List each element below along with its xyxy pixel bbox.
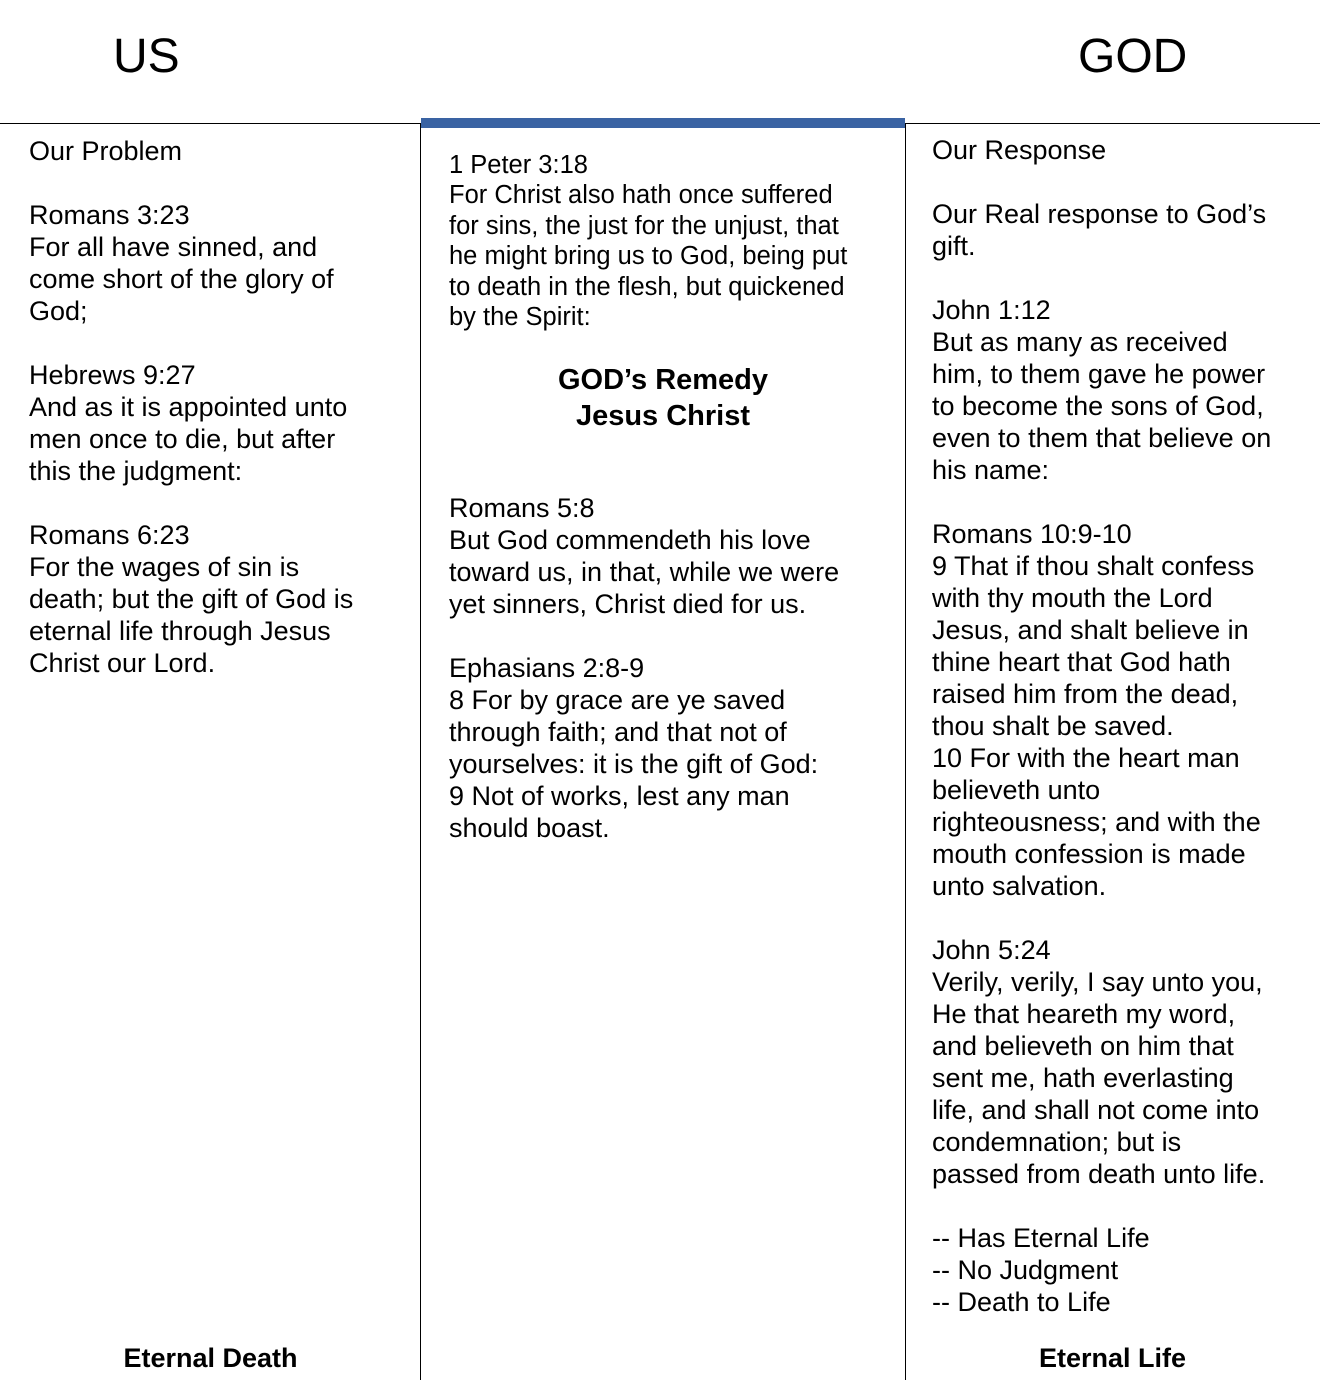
text-line: 9 Not of works, lest any man — [449, 781, 790, 812]
text-line: life, and shall not come into — [932, 1095, 1260, 1125]
text-line: death; but the gift of God is — [29, 584, 354, 614]
text-line: for sins, the just for the unjust, that — [449, 211, 839, 240]
text-line: Jesus, and shalt believe in — [932, 615, 1249, 645]
text-line: But God commendeth his love — [449, 525, 811, 556]
text-line: by the Spirit: — [449, 303, 591, 332]
blank-line — [932, 262, 1271, 294]
text-line: 8 For by grace are ye saved — [449, 685, 786, 716]
text-line: to become the sons of God, — [932, 391, 1264, 421]
text-line: -- Death to Life — [932, 1287, 1111, 1317]
text-line: gift. — [932, 231, 976, 261]
text-line: toward us, in that, while we were — [449, 557, 840, 588]
text-line: Romans 3:23 — [29, 200, 190, 230]
blank-line — [932, 1190, 1271, 1222]
text-line: even to them that believe on — [932, 423, 1272, 453]
footer-eternal-death: Eternal Death — [123, 1343, 298, 1373]
text-line: mouth confession is made — [932, 839, 1246, 869]
text-line: Romans 10:9-10 — [932, 519, 1132, 549]
text-line: Verily, verily, I say unto you, — [932, 967, 1263, 997]
text-line: For the wages of sin is — [29, 552, 300, 582]
text-line: come short of the glory of — [29, 264, 334, 294]
text-line: righteousness; and with the — [932, 807, 1261, 837]
text-line: thou shalt be saved. — [932, 711, 1174, 741]
text-line: yet sinners, Christ died for us. — [449, 589, 807, 620]
text-line: raised him from the dead, — [932, 679, 1239, 709]
text-line: John 5:24 — [932, 935, 1051, 965]
text-line: with thy mouth the Lord — [932, 583, 1213, 613]
heading-god: GOD — [1078, 30, 1188, 83]
text-line: believeth unto — [932, 775, 1101, 805]
text-line: he might bring us to God, being put — [449, 242, 848, 271]
middle-intro-verse — [449, 150, 847, 332]
middle-accent-bar — [421, 118, 905, 128]
text-line: condemnation; but is — [932, 1127, 1182, 1157]
blank-line — [29, 327, 353, 359]
text-line: -- Has Eternal Life — [932, 1223, 1150, 1253]
text-line: eternal life through Jesus — [29, 616, 331, 646]
text-line: Ephasians 2:8-9 — [449, 653, 645, 684]
text-line: 1 Peter 3:18 — [449, 151, 588, 179]
blank-line — [932, 902, 1271, 934]
text-line: men once to die, but after — [29, 424, 336, 454]
text-line: Romans 6:23 — [29, 520, 190, 550]
text-line: through faith; and that not of — [449, 717, 787, 748]
footer-eternal-life: Eternal Life — [1038, 1343, 1187, 1373]
middle-verses — [449, 492, 847, 844]
text-line: 9 That if thou shalt confess — [932, 551, 1255, 581]
column-divider-left — [420, 123, 421, 1380]
text-line: passed from death unto life. — [932, 1159, 1266, 1189]
text-line: Our Problem — [29, 136, 183, 166]
blank-line — [449, 620, 847, 652]
text-line: He that heareth my word, — [932, 999, 1236, 1029]
text-line: But as many as received — [932, 327, 1228, 357]
text-line: Hebrews 9:27 — [29, 360, 196, 390]
text-line: him, to them gave he power — [932, 359, 1266, 389]
text-line: Our Response — [932, 135, 1107, 165]
text-line: and believeth on him that — [932, 1031, 1234, 1061]
heading-us: US — [113, 30, 180, 83]
text-line: Christ our Lord. — [29, 648, 216, 678]
gods-remedy-title — [421, 362, 905, 434]
top-rule-left — [0, 123, 421, 124]
text-line: God; — [29, 296, 88, 326]
left-column-text — [29, 135, 353, 679]
text-line: should boast. — [449, 813, 610, 844]
column-divider-right — [905, 123, 906, 1380]
blank-line — [29, 167, 353, 199]
text-line: For Christ also hath once suffered — [449, 181, 833, 210]
text-line: unto salvation. — [932, 871, 1107, 901]
blank-line — [932, 166, 1271, 198]
text-line: And as it is appointed unto — [29, 392, 348, 422]
text-line: Romans 5:8 — [449, 493, 595, 524]
right-column-text — [932, 134, 1271, 1318]
text-line: sent me, hath everlasting — [932, 1063, 1234, 1093]
blank-line — [932, 486, 1271, 518]
text-line: -- No Judgment — [932, 1255, 1119, 1285]
remedy-line-1: GOD’s Remedy — [557, 364, 769, 396]
text-line: thine heart that God hath — [932, 647, 1231, 677]
text-line: to death in the flesh, but quickened — [449, 272, 845, 301]
remedy-line-2: Jesus Christ — [575, 400, 751, 432]
text-line: 10 For with the heart man — [932, 743, 1240, 773]
blank-line — [29, 487, 353, 519]
middle-column-text — [449, 150, 847, 844]
text-line: John 1:12 — [932, 295, 1051, 325]
text-line: Our Real response to God’s — [932, 199, 1267, 229]
top-rule-right — [905, 123, 1320, 124]
text-line: For all have sinned, and — [29, 232, 318, 262]
text-line: yourselves: it is the gift of God: — [449, 749, 819, 780]
text-line: his name: — [932, 455, 1050, 485]
text-line: this the judgment: — [29, 456, 243, 486]
